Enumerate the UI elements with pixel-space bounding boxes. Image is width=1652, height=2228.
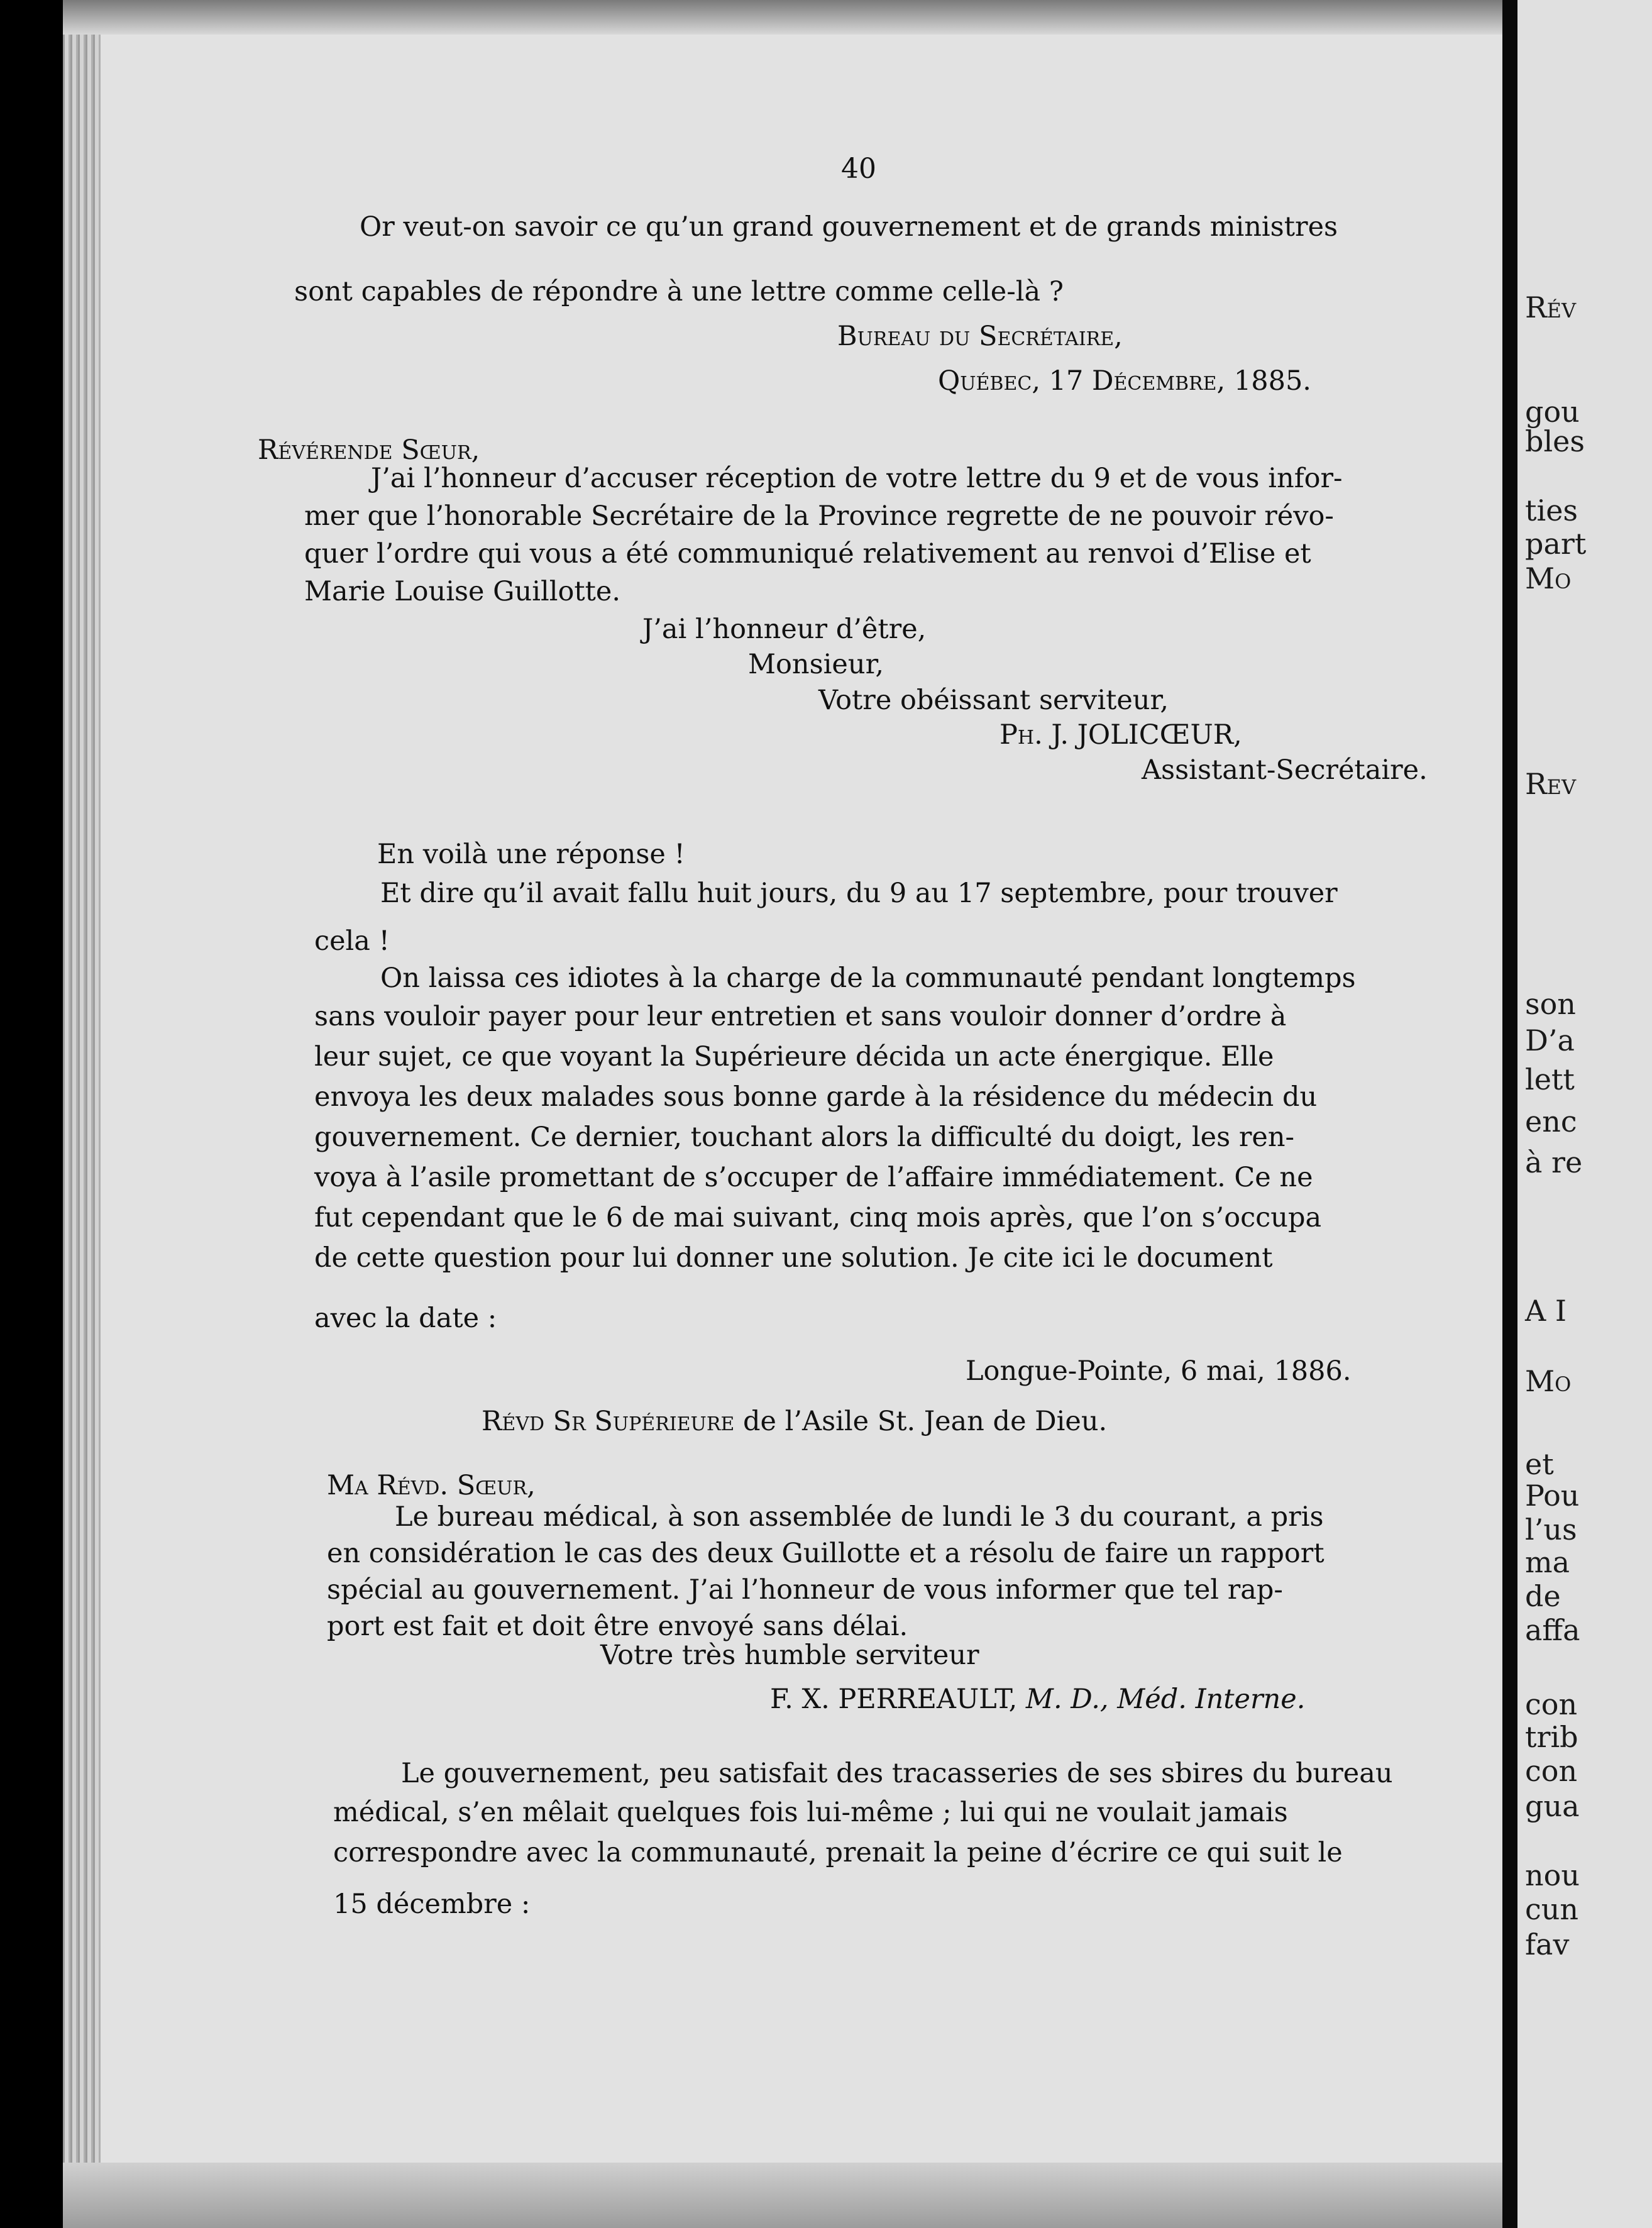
page-top-shadow (63, 0, 1502, 35)
paragraph-line: 15 décembre : (333, 1889, 531, 1920)
letter-body-line: mer que l’honorable Secrétaire de la Province regrette de ne pouvoir révo- (304, 500, 1334, 532)
letter-body-line: quer l’ordre qui vous a été communiqué relativement au renvoi d’Elise et (304, 538, 1311, 570)
letter-body-line: port est fait et doit être envoyé sans délai. (327, 1611, 908, 1642)
next-page-fragment: Rév (1525, 290, 1577, 324)
paragraph-line: correspondre avec la communauté, prenait la peine d’écrire ce qui suit le (333, 1837, 1343, 1868)
next-page-fragment: gou (1525, 395, 1580, 429)
book-page-left (63, 0, 1502, 2228)
next-page-fragment: Pou (1525, 1479, 1580, 1513)
page-number: 40 (841, 153, 876, 185)
next-page-fragment: part (1525, 527, 1587, 561)
paragraph-line: leur sujet, ce que voyant la Supérieure décida un acte énergique. Elle (314, 1041, 1274, 1073)
letter-closing-line: Votre très humble serviteur (600, 1640, 979, 1671)
next-page-fragment: gua (1525, 1789, 1580, 1823)
paragraph-line: Le gouvernement, peu satisfait des tracasseries de ses sbires du bureau (401, 1758, 1393, 1789)
book-page-edges (63, 19, 101, 2207)
letter-closing-line: Monsieur, (748, 649, 884, 680)
paragraph-line: envoya les deux malades sous bonne garde à la résidence du médecin du (314, 1081, 1318, 1113)
paragraph-line: sans vouloir payer pour leur entretien et sans vouloir donner d’ordre à (314, 1001, 1287, 1032)
book-page-right-partial (1517, 0, 1652, 2228)
next-page-fragment: con (1525, 1687, 1578, 1721)
letter-address-place: de l’Asile St. Jean de Dieu. (734, 1406, 1108, 1437)
letter-signature-title: M. D., Méd. Interne. (1017, 1684, 1306, 1715)
next-page-fragment: ties (1525, 494, 1578, 527)
letter-address (482, 1408, 1107, 1435)
letter-signature-title: Assistant-Secrétaire. (1142, 754, 1428, 786)
next-page-fragment: Mo (1525, 561, 1572, 595)
paragraph-line: avec la date : (314, 1303, 497, 1334)
letter-place-date: Québec, 17 Décembre, 1885. (938, 365, 1311, 397)
next-page-fragment: lett (1525, 1062, 1575, 1096)
letter-signature (770, 1686, 1305, 1713)
next-page-fragment: Mo (1525, 1364, 1572, 1398)
next-page-fragment: cun (1525, 1892, 1579, 1926)
next-page-fragment: et (1525, 1447, 1554, 1481)
paragraph-line: On laissa ces idiotes à la charge de la communauté pendant longtemps (380, 962, 1356, 994)
letter-signature-name: F. X. PERREAULT, (770, 1684, 1018, 1715)
letter-closing-line: J’ai l’honneur d’être, (642, 614, 927, 645)
letter-salutation: Ma Révd. Sœur, (327, 1470, 536, 1501)
paragraph-line: En voilà une réponse ! (377, 839, 685, 870)
next-page-fragment: ma (1525, 1545, 1570, 1579)
next-page-fragment: affa (1525, 1613, 1580, 1647)
next-page-fragment: à re (1525, 1145, 1583, 1179)
book-gutter (1502, 0, 1517, 2228)
paragraph-line: sont capables de répondre à une lettre comme celle-là ? (294, 276, 1064, 307)
next-page-fragment: son (1525, 987, 1576, 1021)
letter-closing-line: Votre obéissant serviteur, (818, 685, 1169, 716)
paragraph-line: Or veut-on savoir ce qu’un grand gouvernement et de grands ministres (360, 211, 1338, 243)
paragraph-line: gouvernement. Ce dernier, touchant alors la difficulté du doigt, les ren- (314, 1122, 1295, 1153)
letter-body-line: en considération le cas des deux Guillotte et a résolu de faire un rapport (327, 1538, 1324, 1569)
letter-body-line: spécial au gouvernement. J’ai l’honneur de vous informer que tel rap- (327, 1574, 1283, 1606)
letter-body-line: Le bureau médical, à son assemblée de lundi le 3 du courant, a pris (395, 1501, 1324, 1533)
next-page-fragment: A I (1525, 1294, 1567, 1328)
next-page-fragment: nou (1525, 1858, 1580, 1892)
paragraph-line: fut cependant que le 6 de mai suivant, cinq mois après, que l’on s’occupa (314, 1202, 1322, 1233)
letter-body-line: Marie Louise Guillotte. (304, 576, 621, 607)
paragraph-line: médical, s’en mêlait quelques fois lui-même ; lui qui ne voulait jamais (333, 1797, 1288, 1828)
paragraph-line: de cette question pour lui donner une solution. Je cite ici le document (314, 1242, 1273, 1274)
next-page-fragment: de (1525, 1579, 1561, 1613)
next-page-fragment: D’a (1525, 1023, 1575, 1057)
next-page-fragment: enc (1525, 1105, 1577, 1139)
next-page-fragment: l’us (1525, 1513, 1577, 1547)
page-bottom-shadow (63, 2163, 1502, 2228)
next-page-fragment: con (1525, 1754, 1578, 1788)
next-page-fragment: trib (1525, 1720, 1578, 1754)
paragraph-line: cela ! (314, 925, 390, 957)
next-page-fragment: Rev (1525, 767, 1577, 801)
letter-body-line: J’ai l’honneur d’accuser réception de votre lettre du 9 et de vous infor- (371, 463, 1343, 494)
letter-salutation: Révérende Sœur, (258, 434, 480, 466)
letter-signature: Ph. J. JOLICŒUR, (999, 719, 1242, 751)
next-page-fragment: bles (1525, 424, 1585, 458)
next-page-fragment: fav (1525, 1927, 1570, 1961)
paragraph-line: voya à l’asile promettant de s’occuper de l’affaire immédiatement. Ce ne (314, 1162, 1313, 1193)
letter-address-recipient: Révd Sr Supérieure (482, 1406, 735, 1437)
letter-office: Bureau du Secrétaire, (837, 321, 1123, 352)
letter-place-date: Longue-Pointe, 6 mai, 1886. (966, 1355, 1352, 1387)
paragraph-line: Et dire qu’il avait fallu huit jours, du 9 au 17 septembre, pour trouver (380, 878, 1338, 909)
